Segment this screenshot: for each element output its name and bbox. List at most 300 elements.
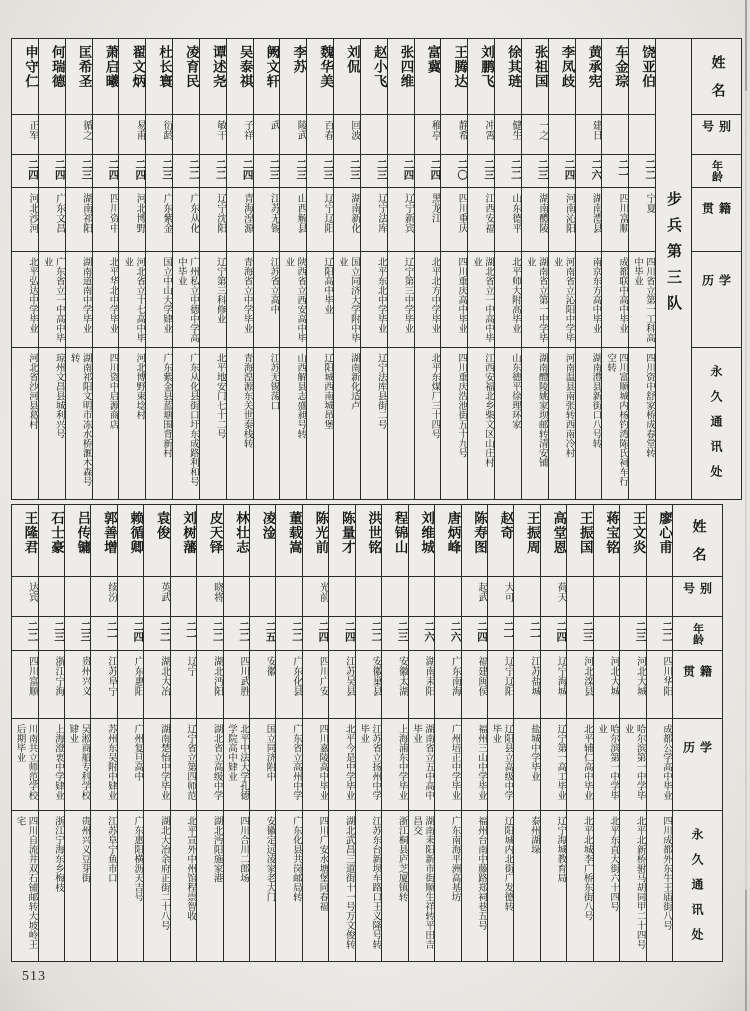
person-name: 匡希圣 — [66, 39, 92, 115]
person-native: 黑龙江 — [415, 188, 441, 252]
person-name: 王振国 — [567, 505, 592, 577]
person-name: 魏华美 — [307, 39, 333, 115]
person-age: 二四 — [39, 155, 65, 188]
person-column — [540, 505, 566, 961]
person-column — [199, 39, 226, 499]
person-education: 湖北省立高级中学 — [197, 719, 222, 811]
person-name: 谭述尧 — [200, 39, 226, 115]
person-column — [548, 39, 575, 499]
person-column — [414, 39, 441, 499]
person-name: 廖心甫 — [647, 505, 672, 577]
person-age: 二一 — [514, 617, 539, 651]
person-name: 阙文轩 — [254, 39, 280, 115]
person-column — [601, 39, 628, 499]
person-education: 四川省立第一工科高中毕业 — [629, 252, 655, 348]
person-address: 湖南耒阳新市街顺生祥转平田吉昌交 — [411, 816, 434, 949]
person-education: 吴淞商船专科学校肄业 — [65, 719, 90, 811]
person-name: 袁俊 — [144, 505, 169, 577]
header-address: 永久通讯处 — [709, 365, 723, 490]
person-education: 辽宁第三中学毕业 — [388, 252, 414, 348]
row-headers-top — [691, 39, 741, 499]
person-age: 二一 — [488, 617, 513, 651]
person-address: 浙江桐县庐芝厦镇转 — [396, 816, 407, 902]
person-age: 二二 — [144, 617, 169, 651]
person-name: 富冀 — [415, 39, 441, 115]
header-name: 姓名 — [673, 505, 722, 577]
person-column — [118, 39, 145, 499]
person-alias — [224, 577, 249, 617]
person-column — [461, 505, 487, 961]
person-column — [90, 505, 116, 961]
person-native: 辽宁 — [171, 651, 196, 719]
person-alias — [567, 577, 592, 617]
header-native-place: 籍贯 — [673, 651, 722, 719]
person-name: 赵小飞 — [361, 39, 387, 115]
person-column — [64, 505, 90, 961]
person-education: 北平中法大学孔德学院高中肄业 — [224, 719, 249, 811]
person-address: 湖北沔阳施家港 — [211, 816, 222, 883]
person-education: 哈尔滨第一中学毕业 — [594, 719, 619, 811]
person-address: 北平东煤厂三十四号 — [429, 353, 440, 439]
person-education: 川南共立师范学校后期毕业 — [12, 719, 37, 811]
person-column — [226, 39, 253, 499]
page-number: 513 — [22, 969, 46, 984]
person-age: 二〇 — [441, 155, 467, 188]
person-native: 贵州兴义 — [65, 651, 90, 719]
person-education: 北平师大附高毕业 — [495, 252, 521, 348]
person-native: 河北滦县 — [567, 651, 592, 719]
person-age: 二二 — [356, 617, 381, 651]
person-address: 青海湟源东关世泰栈转 — [241, 353, 252, 448]
person-address: 广东紫金县蓝塘围背新村 — [161, 353, 172, 458]
person-alias — [382, 577, 407, 617]
person-name: 王文炎 — [620, 505, 645, 577]
person-native: 安徽巢县 — [356, 651, 381, 719]
person-address: 湖南澧县新街口八号转 — [590, 353, 601, 448]
person-age: 二五 — [250, 617, 275, 651]
person-education: 上海浦东中学毕业 — [382, 719, 407, 811]
person-name: 张祖国 — [522, 39, 548, 115]
person-address: 河南温县南张转西南冷村 — [563, 353, 574, 458]
person-age: 二四 — [303, 617, 328, 651]
person-education: 北平弘达中学毕业 — [12, 252, 38, 348]
person-column — [575, 39, 602, 499]
person-education: 苏州东吴附中肄业 — [91, 719, 116, 811]
person-alias — [171, 577, 196, 617]
person-education: 江苏省立高中 — [254, 252, 280, 348]
person-native: 安徽太湖 — [382, 651, 407, 719]
person-native: 辽宁辽阳 — [488, 651, 513, 719]
person-education: 北平今是中学毕业 — [329, 719, 354, 811]
person-column — [306, 39, 333, 499]
person-native: 江苏阜宁 — [91, 651, 116, 719]
person-column — [117, 505, 143, 961]
person-native: 辽宁沈阳 — [200, 188, 226, 252]
person-alias: 敏干 — [200, 115, 226, 155]
person-name: 石士豪 — [39, 505, 64, 577]
person-column — [172, 39, 199, 499]
person-name: 唐炳峰 — [435, 505, 460, 577]
person-alias: 静希 — [441, 115, 467, 155]
person-education: 河北省立十七高中毕业 — [119, 252, 145, 348]
person-age: 二三 — [620, 617, 645, 651]
person-age: 二二 — [495, 155, 521, 188]
person-age: 二一 — [171, 617, 196, 651]
person-address: 河北博野束埝村 — [134, 353, 145, 420]
person-native: 湖南耒阳 — [409, 651, 434, 719]
roster-table-top — [11, 38, 742, 500]
person-address: 四川资中舒家桥成春堂转 — [644, 353, 654, 458]
person-alias — [329, 577, 354, 617]
person-column — [253, 39, 280, 499]
person-address: 广东化县共岗邮局转 — [290, 816, 301, 902]
person-address: 北平北城李广桥东街八号 — [581, 816, 592, 921]
person-name: 赵奇 — [488, 505, 513, 577]
person-native: 江苏盐城 — [514, 651, 539, 719]
person-native: 山西解县 — [280, 188, 306, 252]
person-age: 二三 — [468, 155, 494, 188]
person-alias: 大可 — [488, 577, 513, 617]
person-native: 广东文昌 — [39, 188, 65, 252]
person-age: 二四 — [329, 617, 354, 651]
person-alias: 百春 — [307, 115, 333, 155]
person-alias — [118, 577, 143, 617]
person-age: 二四 — [388, 155, 414, 188]
person-address: 四川成都外东牛王庙街八号 — [661, 816, 671, 930]
person-native: 湖北沔阳 — [197, 651, 222, 719]
person-name: 翟文炳 — [119, 39, 145, 115]
person-alias — [356, 577, 381, 617]
person-name: 车金琮 — [602, 39, 628, 115]
header-address: 永久通讯处 — [690, 827, 704, 953]
person-name: 饶亚伯 — [629, 39, 655, 115]
person-native: 四川富顺 — [602, 188, 628, 252]
person-age: 二三 — [65, 617, 90, 651]
person-name: 张四维 — [388, 39, 414, 115]
roster-table-bottom — [11, 504, 723, 962]
person-alias — [629, 115, 655, 155]
person-alias — [388, 115, 414, 155]
person-address: 江苏阜宁鱼市口 — [105, 816, 116, 883]
person-native: 四川华阳 — [647, 651, 672, 719]
person-name: 林壮志 — [224, 505, 249, 577]
person-alias — [250, 577, 275, 617]
person-alias — [39, 577, 64, 617]
person-age: 二三 — [522, 155, 548, 188]
person-education: 湖南道南中学毕业 — [66, 252, 92, 348]
person-address — [388, 348, 414, 497]
person-column — [279, 39, 306, 499]
person-native: 河南沁阳 — [549, 188, 575, 252]
person-alias: 英武 — [144, 577, 169, 617]
person-native: 湖北大冶 — [144, 651, 169, 719]
person-alias — [409, 577, 434, 617]
person-alias: 光前 — [303, 577, 328, 617]
person-name: 陈量才 — [329, 505, 354, 577]
person-education: 南京东方高中毕业 — [576, 252, 602, 348]
person-native: 广东惠阳 — [118, 651, 143, 719]
person-address: 北平北新桥驸马胡同甲二十四号 — [634, 816, 645, 949]
person-education: 国立中山大学肄业 — [146, 252, 172, 348]
person-column — [249, 505, 275, 961]
header-age: 年龄 — [673, 617, 722, 651]
person-age: 二四 — [12, 155, 38, 188]
person-name: 萧启曦 — [93, 39, 119, 115]
person-age: 二一 — [91, 617, 116, 651]
header-education: 学历 — [673, 719, 722, 811]
person-age: 二二 — [647, 617, 672, 651]
person-address: 广东惠阳横沥天吉号 — [132, 816, 143, 902]
person-native: 湖南新化 — [334, 188, 360, 252]
person-alias: 建日 — [576, 115, 602, 155]
person-age: 二三 — [307, 155, 333, 188]
person-address: 湖南新化适卢 — [348, 353, 359, 410]
person-address: 江苏东台新坝车路口王义隆号转 — [370, 816, 381, 949]
person-native: 辽宁法库 — [361, 188, 387, 252]
person-name: 李凤歧 — [549, 39, 575, 115]
person-address: 四川合川二郎场 — [238, 816, 248, 883]
person-native: 江西安福 — [468, 188, 494, 252]
person-education: 北平北方中学毕业 — [415, 252, 441, 348]
person-name: 刘维城 — [409, 505, 434, 577]
person-alias — [276, 577, 301, 617]
person-column — [467, 39, 494, 499]
person-name: 陈寿图 — [462, 505, 487, 577]
person-native: 山东德平 — [495, 188, 521, 252]
person-alias: 晓将 — [197, 577, 222, 617]
person-native: 辽宁辽阳 — [307, 188, 333, 252]
person-name: 徐其琏 — [495, 39, 521, 115]
person-address: 四川富顺城内杨钓湾陈氏祠车行空转 — [605, 353, 628, 486]
person-alias: 达宾 — [12, 577, 37, 617]
person-column — [302, 505, 328, 961]
person-education: 北平华北中学毕业 — [93, 252, 119, 348]
person-name: 王隆君 — [12, 505, 37, 577]
person-alias: 冲霄 — [468, 115, 494, 155]
person-column — [521, 39, 548, 499]
person-name: 董载嵩 — [276, 505, 301, 577]
header-alias: 别号 — [692, 115, 741, 155]
person-education: 辽阳县立高级中学毕业 — [488, 719, 513, 811]
person-education: 辽阳高中毕业 — [307, 252, 333, 348]
person-education: 四川重庆高中毕业 — [441, 252, 467, 348]
header-age: 年龄 — [692, 155, 741, 188]
header-alias: 别号 — [673, 577, 722, 617]
person-education: 哈尔滨第一中学毕业 — [620, 719, 645, 811]
person-native: 河北大城 — [620, 651, 645, 719]
person-age: 二三 — [382, 617, 407, 651]
person-age: 二三 — [567, 617, 592, 651]
person-address: 四川资中启源商店 — [107, 353, 118, 429]
person-address: 辽宁海城教育局 — [555, 816, 566, 883]
person-name: 杜长寰 — [146, 39, 172, 115]
person-age: 二四 — [462, 617, 487, 651]
person-native: 辽宁新宾 — [388, 188, 414, 252]
person-alias — [93, 115, 119, 155]
person-native: 广东南海 — [435, 651, 460, 719]
person-name: 程锦山 — [382, 505, 407, 577]
person-native: 四川资中 — [93, 188, 119, 252]
person-alias: 回波 — [334, 115, 360, 155]
person-column — [65, 39, 92, 499]
person-column — [619, 505, 645, 961]
person-education: 福州三山中学毕业 — [462, 719, 487, 811]
person-education: 江苏省立扬州中学毕业 — [356, 719, 381, 811]
person-name: 吕传镛 — [65, 505, 90, 577]
person-age: 二二 — [224, 617, 249, 651]
person-name: 凌淦 — [250, 505, 275, 577]
person-name: 刘侃 — [334, 39, 360, 115]
header-native-place: 籍贯 — [692, 188, 741, 252]
person-age: 二四 — [549, 155, 575, 188]
person-native: 湖南澧县 — [576, 188, 602, 252]
person-column — [408, 505, 434, 961]
person-alias: 起武 — [462, 577, 487, 617]
person-native: 江苏吴县 — [329, 651, 354, 719]
person-education: 辽宁省立第四师范 — [171, 719, 196, 811]
person-education: 成都公学高中毕业 — [647, 719, 672, 811]
person-column — [487, 505, 513, 961]
person-age: 二二 — [12, 617, 37, 651]
person-name: 吴泰祺 — [227, 39, 253, 115]
person-native: 辽宁海城 — [541, 651, 566, 719]
person-address: 四川广安水塘堡同春福 — [317, 816, 328, 911]
person-address: 广东南海平洲高基坊 — [449, 816, 460, 902]
person-name: 皮天铎 — [197, 505, 222, 577]
person-alias: 一之 — [522, 115, 548, 155]
person-address: 湖北武昌三道街十一号万文俊转 — [343, 816, 354, 949]
person-column — [513, 505, 539, 961]
person-education: 湖南楚怡中学毕业 — [144, 719, 169, 811]
person-address: 辽宁法库县街二号 — [375, 353, 386, 429]
person-column — [143, 505, 169, 961]
person-name: 赖循卿 — [118, 505, 143, 577]
person-native: 河北沙河 — [12, 188, 38, 252]
person-alias: 子祥 — [227, 115, 253, 155]
person-native: 河北博野 — [119, 188, 145, 252]
person-education: 国立同济大学附中毕业 — [334, 252, 360, 348]
person-age: 二二 — [276, 617, 301, 651]
person-column — [646, 505, 672, 961]
person-name: 洪世铭 — [356, 505, 381, 577]
person-age: 二六 — [409, 617, 434, 651]
person-age: 二三 — [39, 617, 64, 651]
person-address: 广东从化县街口圩东成路利和号 — [187, 353, 198, 486]
person-education: 湖南省立第一中学毕业 — [522, 252, 548, 348]
person-native: 湖南祁阳 — [66, 188, 92, 252]
person-native: 安徽 — [250, 651, 275, 719]
person-education: 四川嘉陵高中毕业 — [303, 719, 328, 811]
person-education: 辽宁第一高工毕业 — [541, 719, 566, 811]
person-name: 刘鹏飞 — [468, 39, 494, 115]
person-alias: 稚亭 — [415, 115, 441, 155]
person-address: 辽阳城西南城昂堡 — [322, 353, 333, 429]
person-alias — [514, 577, 539, 617]
person-education: 广州私立中德中学高中毕业 — [173, 252, 199, 348]
person-name: 蒋宝铭 — [594, 505, 619, 577]
person-age: 二四 — [541, 617, 566, 651]
person-alias — [594, 577, 619, 617]
person-alias — [39, 115, 65, 155]
person-column — [434, 505, 460, 961]
person-age: 二四 — [119, 155, 145, 188]
person-address: 泰州湖垛 — [528, 816, 539, 854]
person-alias — [602, 115, 628, 155]
person-age: 二三 — [361, 155, 387, 188]
person-address: 四川自流井双石铺邮转大坡岭王宅 — [14, 816, 37, 949]
person-native: 河北大城 — [594, 651, 619, 719]
person-education: 广东省立一中高中毕业 — [39, 252, 65, 348]
person-column — [145, 39, 172, 499]
person-name: 郭善增 — [91, 505, 116, 577]
person-native: 四川重庆 — [441, 188, 467, 252]
person-native: 湖南醴陵 — [522, 188, 548, 252]
person-address: 北平地安门七十二号 — [214, 353, 225, 439]
person-alias: 陵武 — [280, 115, 306, 155]
person-address: 琼州文昌县城利兴号 — [53, 353, 64, 439]
person-column — [38, 505, 64, 961]
person-native: 广东从化 — [173, 188, 199, 252]
person-column — [328, 505, 354, 961]
person-age: 二三 — [334, 155, 360, 188]
person-address: 江苏无锡荡口 — [268, 353, 279, 410]
person-column — [381, 505, 407, 961]
person-native: 宁夏 — [629, 188, 655, 252]
person-alias — [549, 115, 575, 155]
person-address: 辽阳城内北街广发德转 — [502, 816, 513, 911]
person-column — [355, 505, 381, 961]
person-column — [360, 39, 387, 499]
person-column — [566, 505, 592, 961]
person-column — [333, 39, 360, 499]
person-address: 湖北大冶余府正街二十八号 — [158, 816, 169, 930]
person-name: 王腾达 — [441, 39, 467, 115]
person-alias — [173, 115, 199, 155]
person-native: 广东化县 — [276, 651, 301, 719]
person-education: 成都联中高中毕业 — [602, 252, 628, 348]
person-address: 河北省沙河县葛村 — [26, 353, 37, 429]
person-native: 四川武胜 — [224, 651, 249, 719]
person-column — [170, 505, 196, 961]
person-address: 湖南醴陵姚家坝邮转清安铺 — [536, 353, 547, 467]
person-alias — [65, 577, 90, 617]
person-name: 王振周 — [514, 505, 539, 577]
person-alias: 正军 — [12, 115, 38, 155]
person-education: 北平东北中学毕业 — [361, 252, 387, 348]
person-alias: 续汾 — [91, 577, 116, 617]
person-alias: 武 — [254, 115, 280, 155]
person-age: 二三 — [254, 155, 280, 188]
person-age: 二二 — [629, 155, 655, 188]
person-native: 四川富顺 — [12, 651, 37, 719]
person-column — [387, 39, 414, 499]
person-address: 安徽定远凌家老大门 — [264, 816, 275, 902]
person-age — [594, 617, 619, 651]
person-column — [628, 39, 655, 499]
header-name: 姓名 — [692, 39, 741, 115]
person-column — [494, 39, 521, 499]
person-column — [223, 505, 249, 961]
header-education: 学历 — [692, 252, 741, 348]
person-address: 湖南祁阳文明市冻水桥滙木森号转 — [68, 353, 91, 486]
person-alias — [647, 577, 672, 617]
person-education: 广州复旦高中 — [118, 719, 143, 811]
person-address: 江西安福北乡柴文区山庄村 — [483, 353, 494, 467]
person-alias: 易甫 — [119, 115, 145, 155]
person-education: 盐城中学毕业 — [514, 719, 539, 811]
person-column — [593, 505, 619, 961]
person-age: 二四 — [415, 155, 441, 188]
